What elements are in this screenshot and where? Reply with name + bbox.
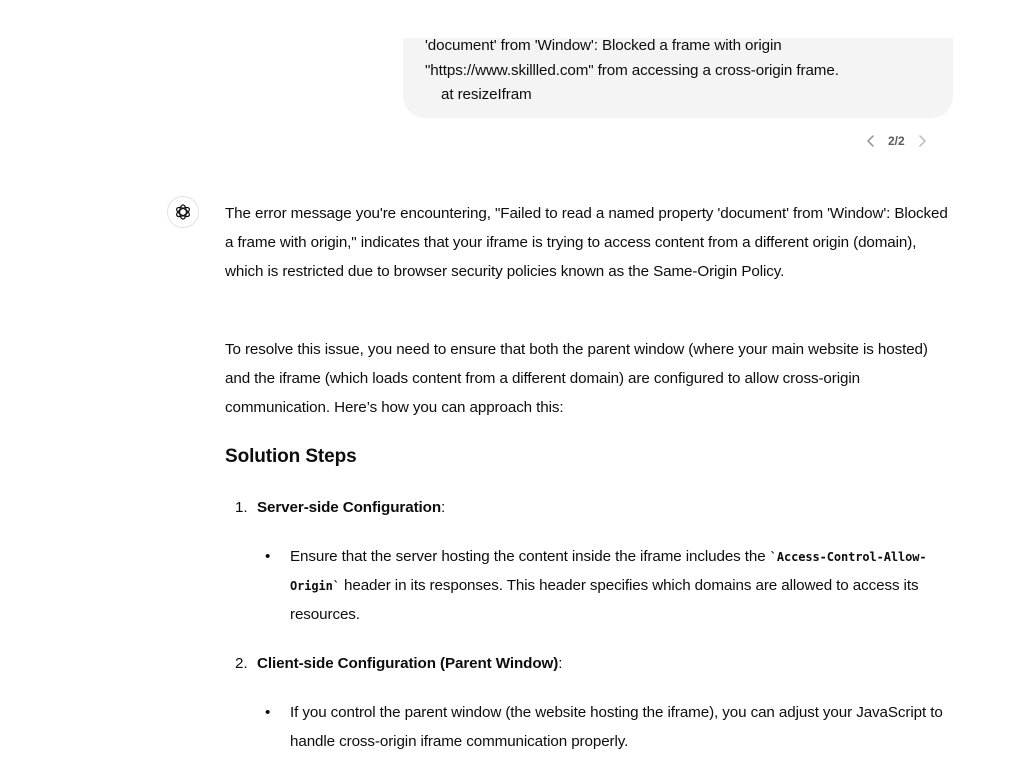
user-message-line: 'document' from 'Window': Blocked a frame with origin (425, 37, 782, 54)
bullet-text-part: Ensure that the server hosting the content inside the iframe includes the (290, 548, 770, 565)
chevron-left-icon[interactable] (862, 131, 880, 151)
chevron-right-icon[interactable] (913, 131, 931, 151)
step-title: Client-side Configuration (Parent Window) (257, 655, 559, 672)
response-pager (862, 131, 931, 151)
user-message-line: "https://www.skillled.com" from accessing a cross-origin frame. (425, 62, 839, 79)
assistant-avatar (167, 196, 199, 228)
step-number: 1. (235, 499, 248, 516)
step-suffix: : (558, 655, 563, 672)
list-item (235, 650, 562, 679)
assistant-paragraph: The error message you're encountering, "Failed to read a named property 'document' from 'Window': Blocked a frame with origin," indicates that your iframe is trying to access content from a different origin (domain), which is restricted due to browser security policies known as the Same-Origin Policy. (225, 205, 948, 280)
pager-label: 2/2 (888, 134, 905, 148)
bullet-text (290, 543, 955, 629)
bullet-icon: • (265, 548, 271, 565)
section-heading: Solution Steps (225, 446, 357, 467)
step-title: Server-side Configuration (257, 499, 441, 516)
bullet-text: If you control the parent window (the website hosting the iframe), you can adjust your JavaScript to handle cross-origin iframe communication properly. (290, 704, 943, 750)
assistant-paragraph: To resolve this issue, you need to ensure that both the parent window (where your main website is hosted) and the iframe (which loads content from a different domain) are configured to allow cross-origin communication. Here’s how you can approach this: (225, 341, 928, 416)
user-message-line: at resizeIfram (441, 86, 532, 103)
inline-code: `Access-Control-Allow-Origin` (290, 550, 927, 593)
list-item (235, 494, 445, 523)
user-message-bubble (403, 38, 953, 118)
step-number: 2. (235, 655, 248, 672)
openai-logo-icon (173, 202, 193, 222)
step-suffix: : (441, 499, 446, 516)
bullet-icon: • (265, 704, 271, 721)
bullet-text-part: header in its responses. This header specifies which domains are allowed to access its resources. (290, 576, 919, 623)
